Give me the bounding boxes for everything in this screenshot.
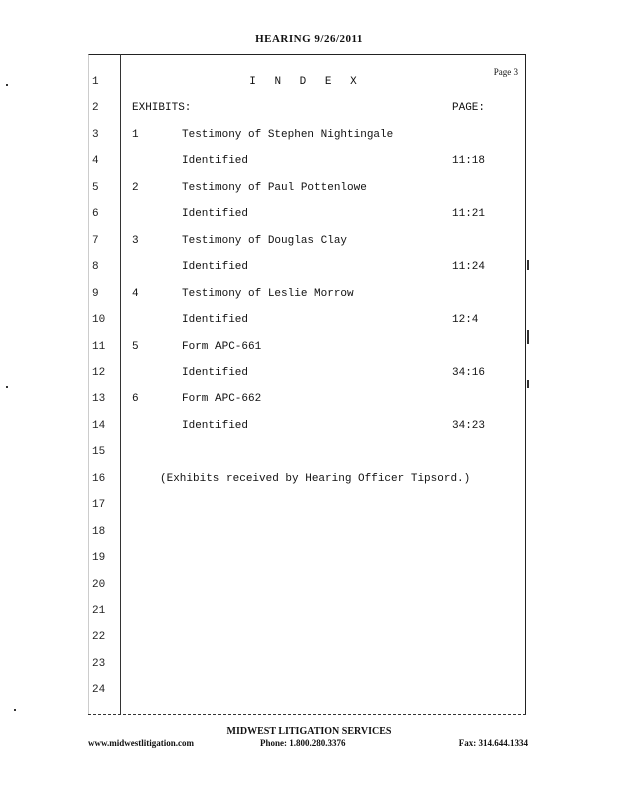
line-number: 20 — [92, 578, 106, 591]
index-line — [88, 314, 524, 330]
exhibits-received-note: (Exhibits received by Hearing Officer Tipsord.) — [160, 472, 471, 485]
line-number: 1 — [92, 76, 99, 88]
scan-speck — [527, 260, 529, 270]
line-number: 17 — [92, 499, 106, 512]
exhibit-description: Testimony of Leslie Morrow — [182, 287, 354, 300]
index-line — [88, 235, 524, 251]
footer-company: MIDWEST LITIGATION SERVICES — [226, 726, 392, 737]
page-reference: 11:18 — [452, 155, 486, 168]
exhibit-number: 4 — [132, 287, 139, 300]
exhibit-description: Identified — [182, 155, 249, 168]
index-line — [88, 208, 524, 224]
document-header: HEARING 9/26/2011 — [255, 33, 363, 45]
exhibit-number: 1 — [132, 128, 139, 141]
index-line — [88, 473, 524, 489]
index-line — [88, 420, 524, 436]
page-number: Page 3 — [493, 67, 518, 77]
page-reference: 34:16 — [452, 366, 486, 379]
footer-website: www.midwestlitigation.com — [88, 738, 194, 748]
line-number: 23 — [92, 657, 106, 670]
index-line — [88, 367, 524, 383]
scan-speck — [6, 386, 8, 388]
page-reference: 11:21 — [452, 208, 486, 221]
index-line — [88, 605, 524, 621]
line-number: 24 — [92, 684, 106, 697]
line-number: 6 — [92, 208, 99, 221]
exhibit-description: Identified — [182, 366, 249, 379]
index-line — [88, 182, 524, 198]
exhibit-number: 3 — [132, 234, 139, 247]
exhibit-description: Testimony of Stephen Nightingale — [182, 128, 394, 141]
index-line — [88, 288, 524, 304]
scan-speck — [6, 84, 8, 86]
index-line — [88, 155, 524, 171]
line-number: 21 — [92, 605, 106, 617]
index-line — [88, 129, 524, 145]
line-number: 11 — [92, 340, 106, 353]
scan-speck — [527, 330, 529, 344]
exhibit-description: Identified — [182, 261, 249, 274]
exhibit-description: Identified — [182, 208, 249, 221]
line-number: 4 — [92, 155, 99, 168]
exhibit-number: 6 — [132, 393, 139, 406]
line-number: 15 — [92, 446, 106, 459]
exhibit-description: Identified — [182, 419, 249, 432]
footer-fax: Fax: 314.644.1334 — [458, 738, 528, 748]
exhibit-description: Form APC-661 — [182, 340, 262, 353]
exhibit-number: EXHIBITS: — [132, 102, 192, 115]
exhibit-number: 5 — [132, 340, 139, 353]
line-number: 22 — [92, 631, 106, 644]
index-line — [88, 393, 524, 409]
index-line — [88, 102, 524, 118]
index-line — [88, 526, 524, 542]
line-number: 8 — [92, 261, 99, 274]
index-line — [88, 446, 524, 462]
index-line — [88, 341, 524, 357]
line-number: 14 — [92, 419, 106, 432]
line-number: 10 — [92, 314, 106, 327]
line-number: 12 — [92, 366, 106, 379]
line-number: 18 — [92, 525, 106, 538]
exhibit-number: 2 — [132, 181, 139, 194]
line-number: 19 — [92, 552, 106, 565]
page-reference: 34:23 — [452, 419, 486, 432]
transcript-bottom-border — [88, 714, 526, 715]
page-reference: 11:24 — [452, 261, 486, 274]
footer-contact-row — [88, 738, 528, 752]
page-reference: PAGE: — [452, 102, 486, 115]
scan-speck — [14, 709, 16, 711]
line-number: 2 — [92, 102, 99, 115]
exhibit-description: Testimony of Paul Pottenlowe — [182, 181, 367, 194]
line-number: 9 — [92, 287, 99, 300]
page-reference: 12:4 — [452, 314, 479, 327]
scan-speck — [527, 380, 529, 388]
footer-phone: Phone: 1.800.280.3376 — [260, 738, 346, 748]
line-number: 7 — [92, 234, 99, 247]
line-number: 13 — [92, 393, 106, 406]
index-line — [88, 579, 524, 595]
index-title: I N D E X — [249, 76, 363, 88]
exhibit-description: Testimony of Douglas Clay — [182, 234, 348, 247]
line-number: 3 — [92, 128, 99, 141]
index-line — [88, 261, 524, 277]
index-line — [88, 76, 524, 92]
exhibit-description: Form APC-662 — [182, 393, 262, 406]
index-line — [88, 658, 524, 674]
index-line — [88, 499, 524, 515]
exhibit-description: Identified — [182, 314, 249, 327]
line-number: 16 — [92, 472, 106, 485]
index-line — [88, 631, 524, 647]
index-line — [88, 552, 524, 568]
index-line — [88, 684, 524, 700]
line-number: 5 — [92, 181, 99, 194]
